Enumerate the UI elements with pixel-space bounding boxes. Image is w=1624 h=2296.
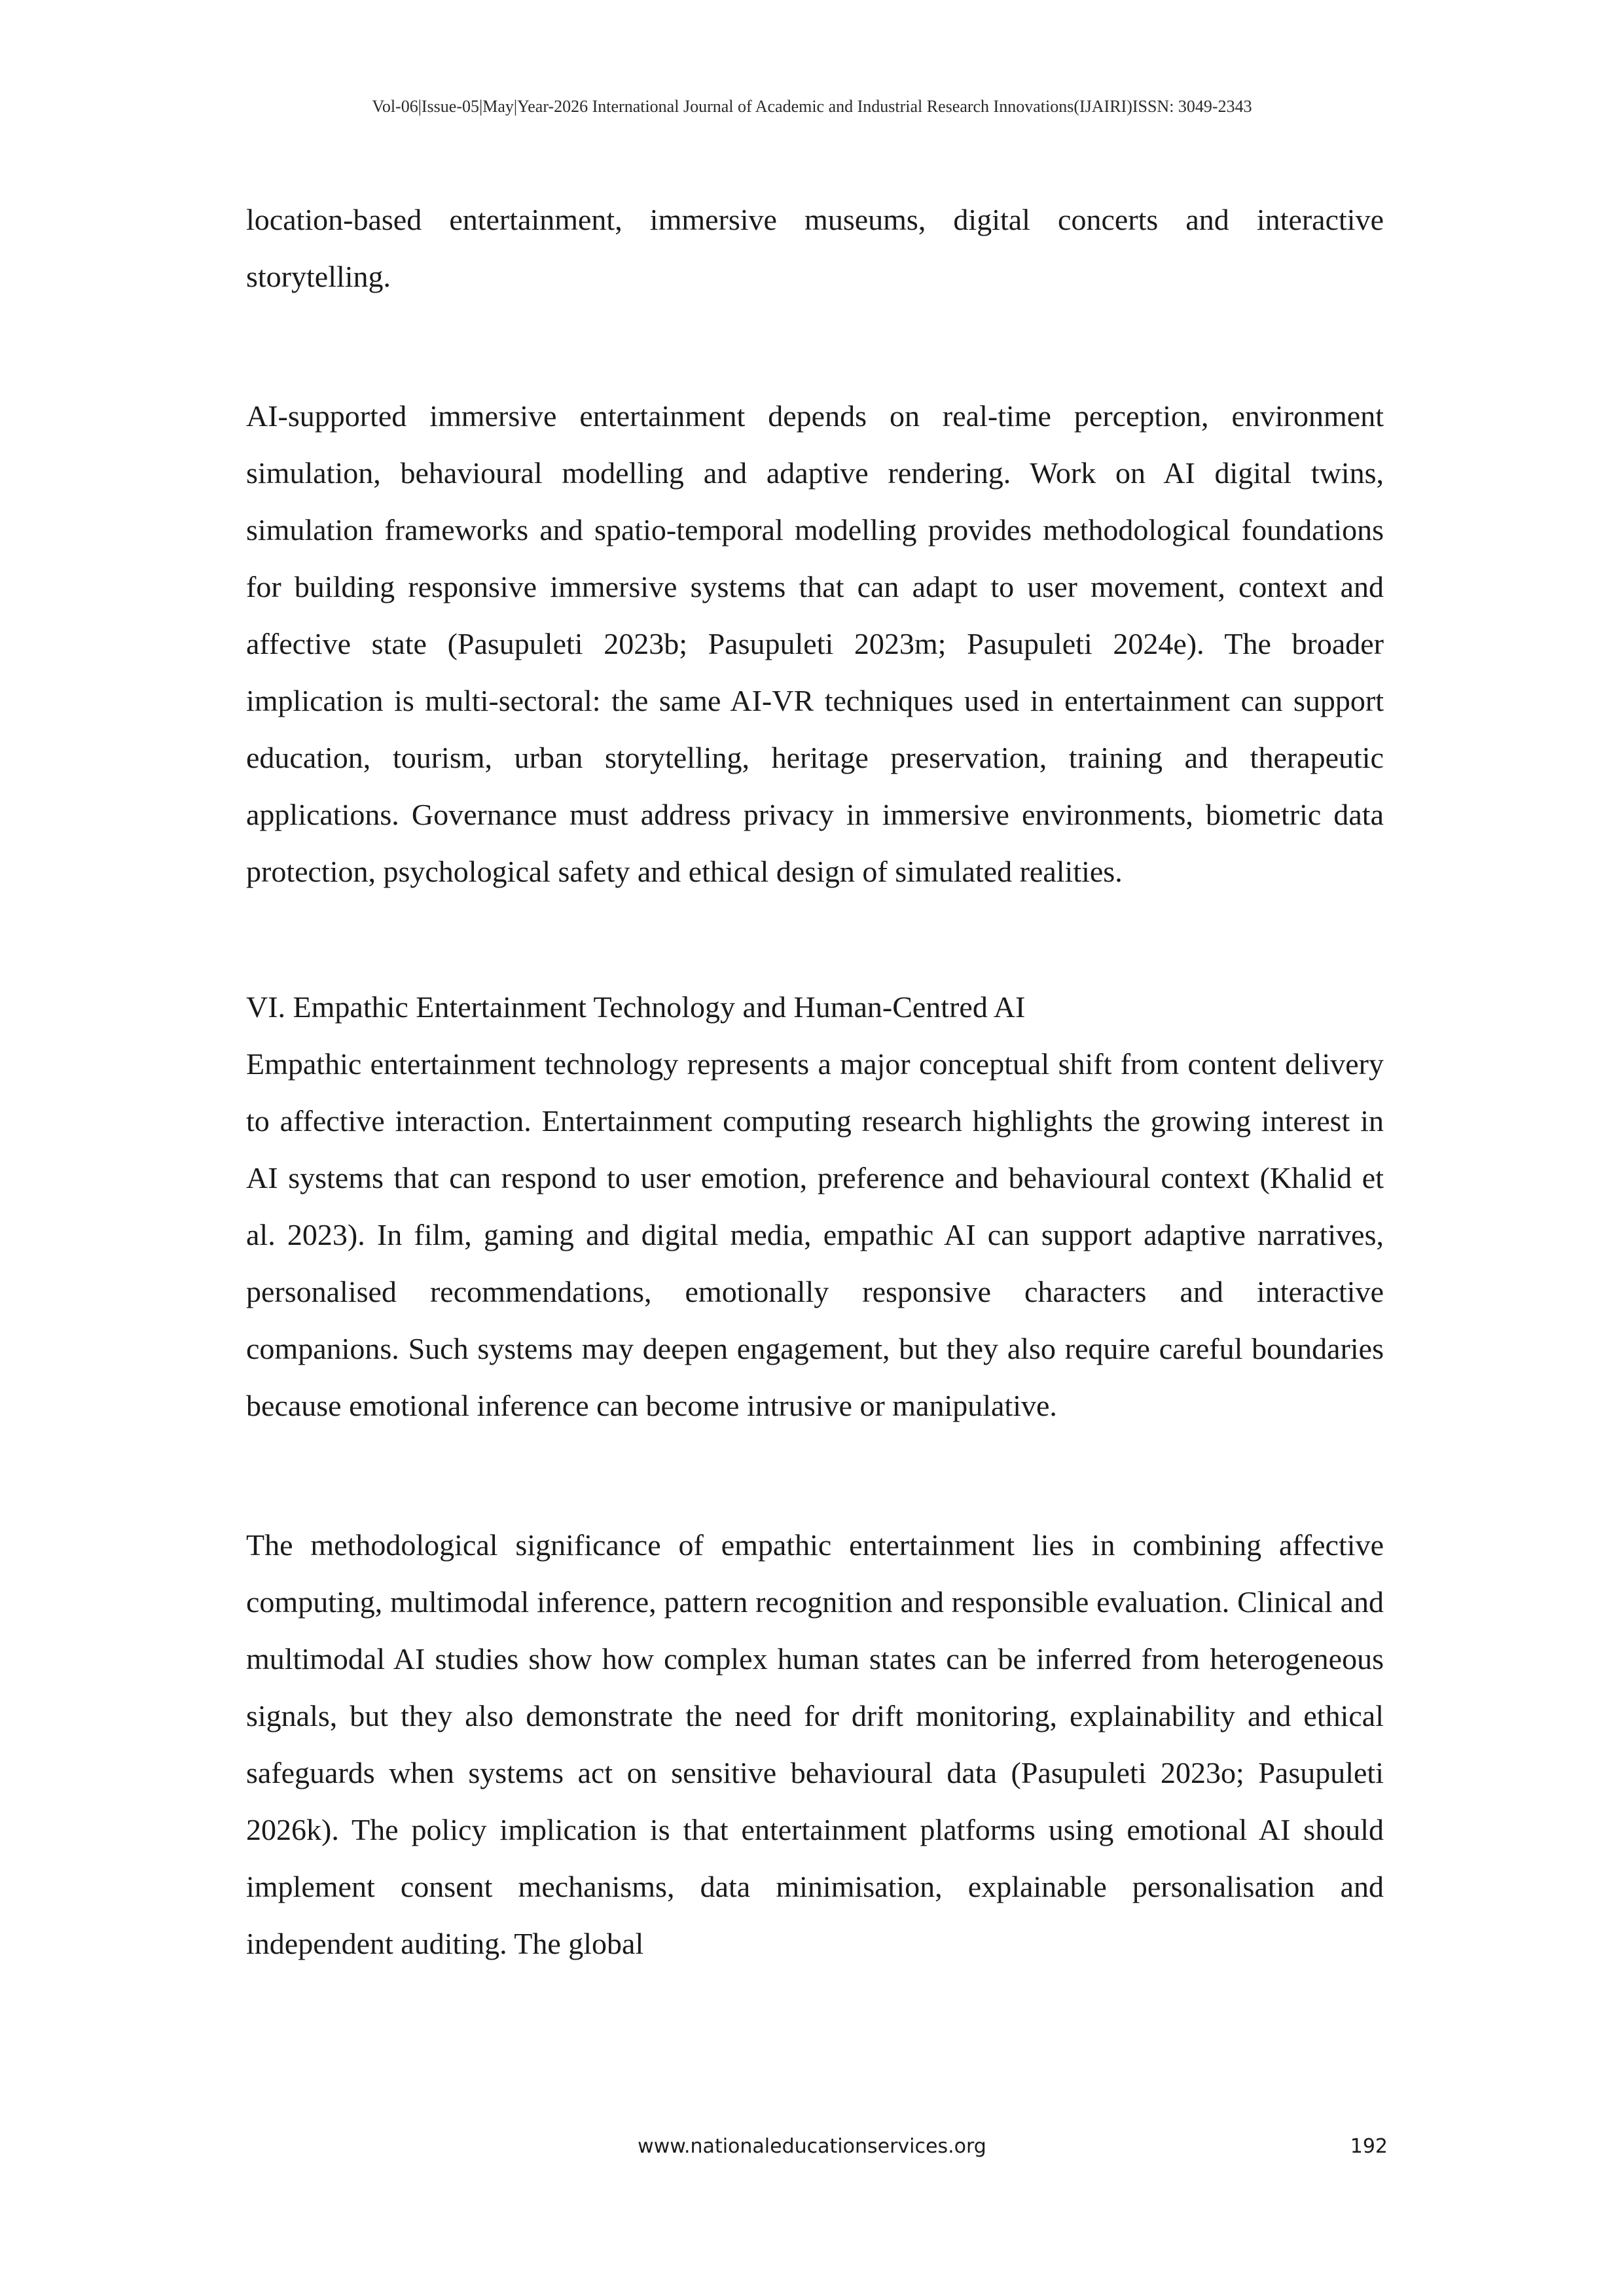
paragraph-gap — [246, 1434, 1384, 1516]
running-header: Vol-06|Issue-05|May|Year-2026 International Journal of Academic and Industrial Research Innovations(IJAIRI)ISSN: 3049-2343 — [372, 97, 1252, 116]
paragraph-methodological-significance: The methodological significance of empathic entertainment lies in combining affective computing, multimodal inference, pattern recognition and responsible evaluation. Clinical and multimodal AI studies show how complex human states can be inferred from heterogeneous signals, but they also demonstrate the need for drift monitoring, explainability and ethical safeguards when systems act on sensitive behavioural data (Pasupuleti 2023o; Pasupuleti 2026k). The policy implication is that entertainment platforms using emotional AI should implement consent mechanisms, data minimisation, explainable personalisation and independent auditing. The global — [246, 1528, 1384, 1960]
paragraph-gap — [246, 900, 1384, 978]
paragraph-immersive-entertainment: AI-supported immersive entertainment depends on real-time perception, environment simulation, behavioural modelling and adaptive rendering. Work on AI digital twins, simulation frameworks and spatio-temporal modelling provides methodological foundations for building responsive immersive systems that can adapt to user movement, context and affective state (Pasupuleti 2023b; Pasupuleti 2023m; Pasupuleti 2024e). The broader implication is multi-sectoral: the same AI-VR techniques used in entertainment can support education, tourism, urban storytelling, heritage preservation, training and therapeutic applications. Governance must address privacy in immersive environments, biometric data protection, psychological safety and ethical design of simulated realities. — [246, 399, 1384, 888]
paragraph-continuation: location-based entertainment, immersive museums, digital concerts and interactive storytelling. — [246, 203, 1384, 293]
page-number: 192 — [1350, 2135, 1388, 2158]
section-heading: VI. Empathic Entertainment Technology and Human-Centred AI — [246, 990, 1026, 1024]
article-body — [246, 191, 1384, 1972]
footer-url: www.nationaleducationservices.org — [638, 2135, 986, 2158]
paragraph-gap — [246, 305, 1384, 387]
paragraph-empathic-entertainment: Empathic entertainment technology represents a major conceptual shift from content delivery to affective interaction. Entertainment computing research highlights the growing interest in AI systems that can respond to user emotion, preference and behavioural context (Khalid et al. 2023). In film, gaming and digital media, empathic AI can support adaptive narratives, personalised recommendations, emotionally responsive characters and interactive companions. Such systems may deepen engagement, but they also require careful boundaries because emotional inference can become intrusive or manipulative. — [246, 1047, 1384, 1422]
